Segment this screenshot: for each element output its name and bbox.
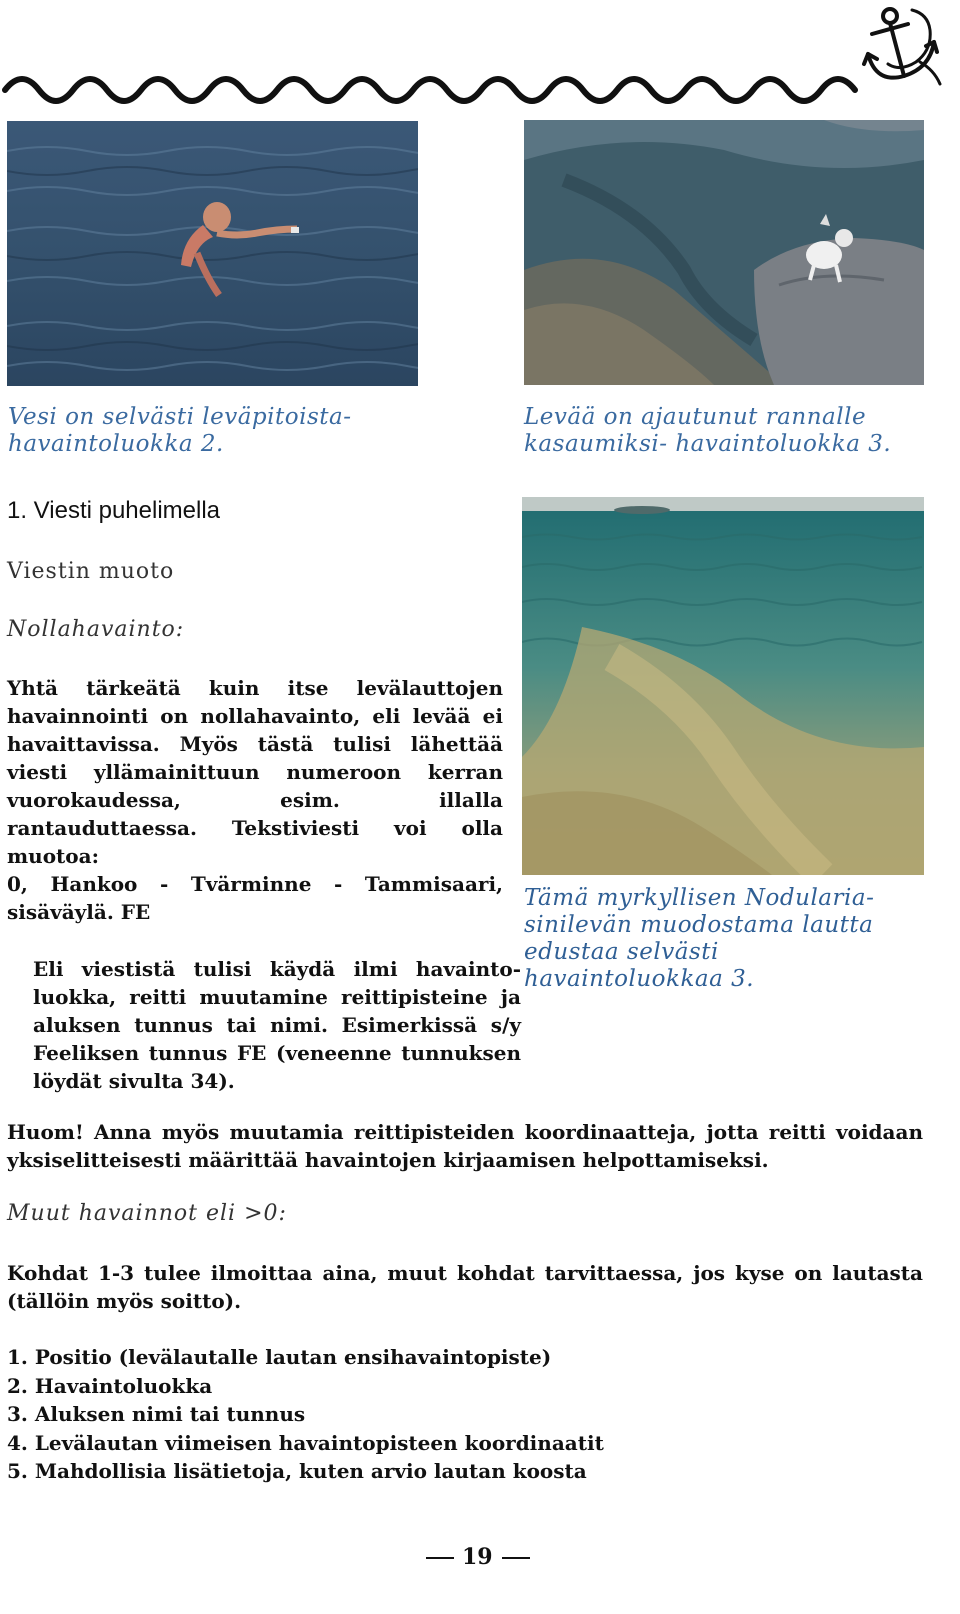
page-number-rule-left [426,1557,454,1559]
list-item: 3. Aluksen nimi tai tunnus [7,1402,306,1426]
other-observations-text: Kohdat 1-3 tulee ilmoittaa aina, muut kohdat tarvittaessa, jos kyse on lautasta (tällöin myös soitto). [7,1261,923,1313]
anchor-icon [850,2,950,94]
photo-dog-on-rock [524,120,924,385]
list-item: 2. Havaintoluokka [7,1373,213,1398]
page-number: 19 [462,1544,493,1570]
explanation-text: Eli viestistä tulisi käydä ilmi havainto-luokka, reitti muutamine reittipisteine ja aluksen tunnus tai nimi. Esimerkissä s/y Feeliksen tunnus FE (veneenne tunnuksen löydät sivulta 34). [33,957,521,1093]
photo-algae-bloom [522,497,924,875]
photo2-caption: Levää on ajautunut rannalle kasaumiksi- havaintoluokka 3. [524,404,892,457]
photo1-caption: Vesi on selvästi leväpitoista- havaintoluokka 2. [8,404,352,457]
zero-observation-label: Nollahavainto: [7,617,185,642]
page-number-rule-right [502,1557,530,1559]
photo3-caption: Tämä myrkyllisen Nodularia-sinilevän muodostama lautta edustaa selvästi havaintoluokkaa 3. [524,885,875,992]
list-item: 5. Mahdollisia lisätietoja, kuten arvio lautan koosta [7,1459,587,1483]
section-heading: 1. Viesti puhelimella [7,497,221,524]
photo-swimmer [7,121,418,386]
required-fields-list [7,1343,767,1486]
example-message: 0, Hankoo - Tvärminne - Tammisaari, sisäväylä. FE [7,872,503,924]
list-item: 1. Positio (levälautalle lautan ensihavaintopiste) [7,1345,552,1369]
zero-observation-text: Yhtä tärkeätä kuin itse levälauttojen havainnointi on nollahavainto, eli levää ei havaittavissa. Myös tästä tulisi lähettää viesti yllämainittuun numeroon kerran vuorokaudessa, esim. illalla rantauduttaessa. Tekstiviesti voi olla muotoa: [7,676,503,868]
other-observations-label: Muut havainnot eli >0: [7,1201,287,1226]
note-text: Huom! Anna myös muutamia reittipisteiden koordinaatteja, jotta reitti voidaan yksiselitteisesti määrittää havaintojen kirjaamisen helpottamiseksi. [7,1120,923,1172]
subheading-message-format: Viestin muoto [7,559,175,584]
header-wave-decoration [0,60,900,110]
list-item: 4. Levälautan viimeisen havaintopisteen koordinaatit [7,1430,604,1455]
